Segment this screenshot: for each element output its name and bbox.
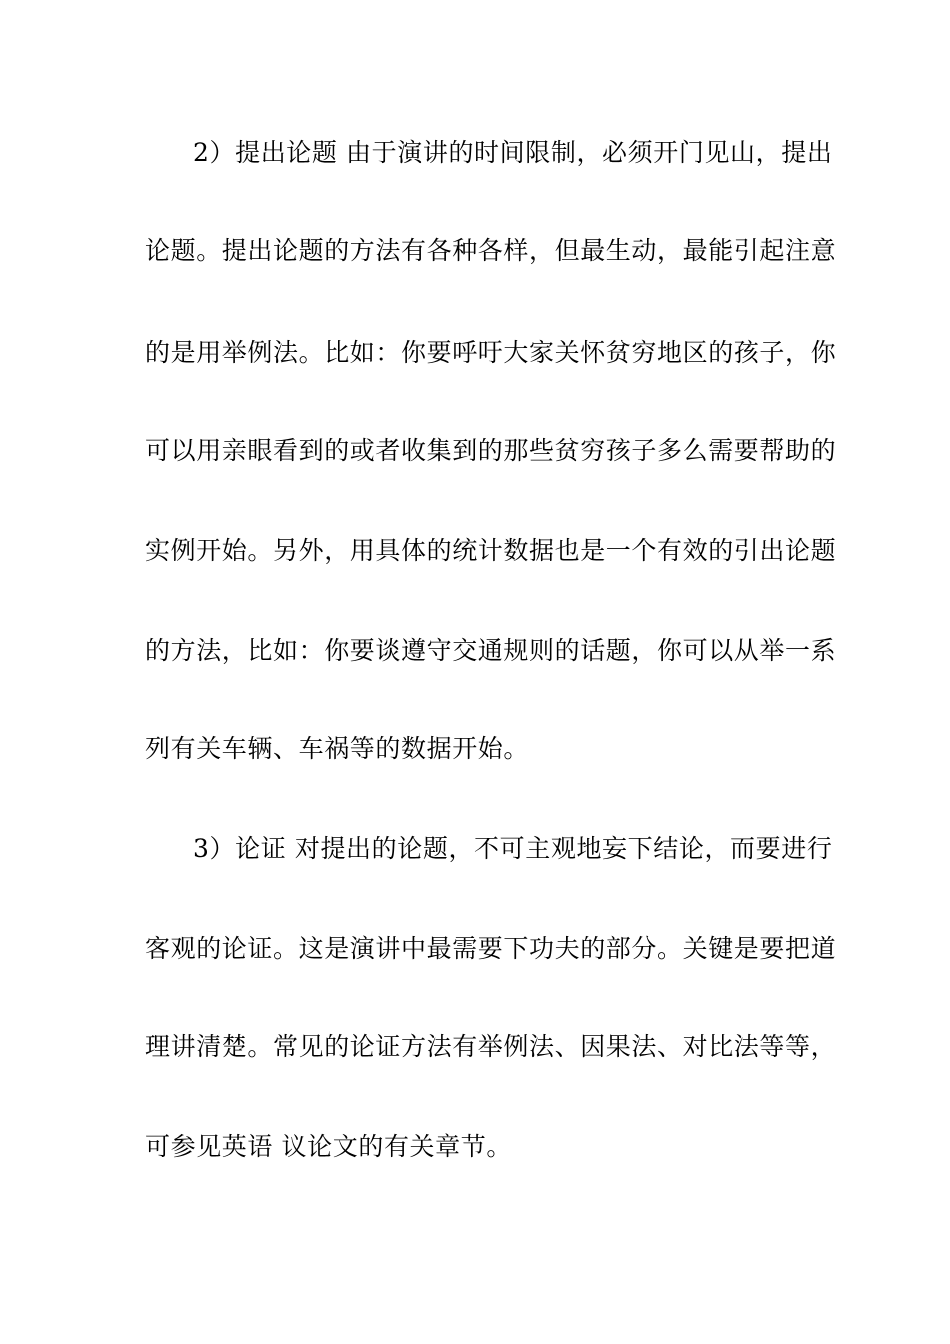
paragraph-2-line-1: 3）论证 对提出的论题，不可主观地妄下结论，而要进行 [193, 834, 833, 863]
paragraph-2-line-3: 理讲清楚。常见的论证方法有举例法、因果法、对比法等等， [145, 1032, 837, 1061]
paragraph-1-line-1: 2）提出论题 由于演讲的时间限制，必须开门见山，提出 [193, 138, 833, 167]
paragraph-1-line-4: 可以用亲眼看到的或者收集到的那些贫穷孩子多么需要帮助的 [145, 436, 837, 465]
paragraph-2-line-4: 可参见英语 议论文的有关章节。 [145, 1132, 512, 1161]
paragraph-1-line-2: 论题。提出论题的方法有各种各样，但最生动，最能引起注意 [145, 236, 837, 265]
paragraph-1-line-6: 的方法，比如：你要谈遵守交通规则的话题，你可以从举一系 [145, 636, 837, 665]
paragraph-2-line-2: 客观的论证。这是演讲中最需要下功夫的部分。关键是要把道 [145, 934, 837, 963]
paragraph-1-line-5: 实例开始。另外，用具体的统计数据也是一个有效的引出论题 [145, 536, 837, 565]
paragraph-1-line-7: 列有关车辆、车祸等的数据开始。 [145, 734, 530, 763]
paragraph-1-line-3: 的是用举例法。比如：你要呼吁大家关怀贫穷地区的孩子，你 [145, 338, 837, 367]
